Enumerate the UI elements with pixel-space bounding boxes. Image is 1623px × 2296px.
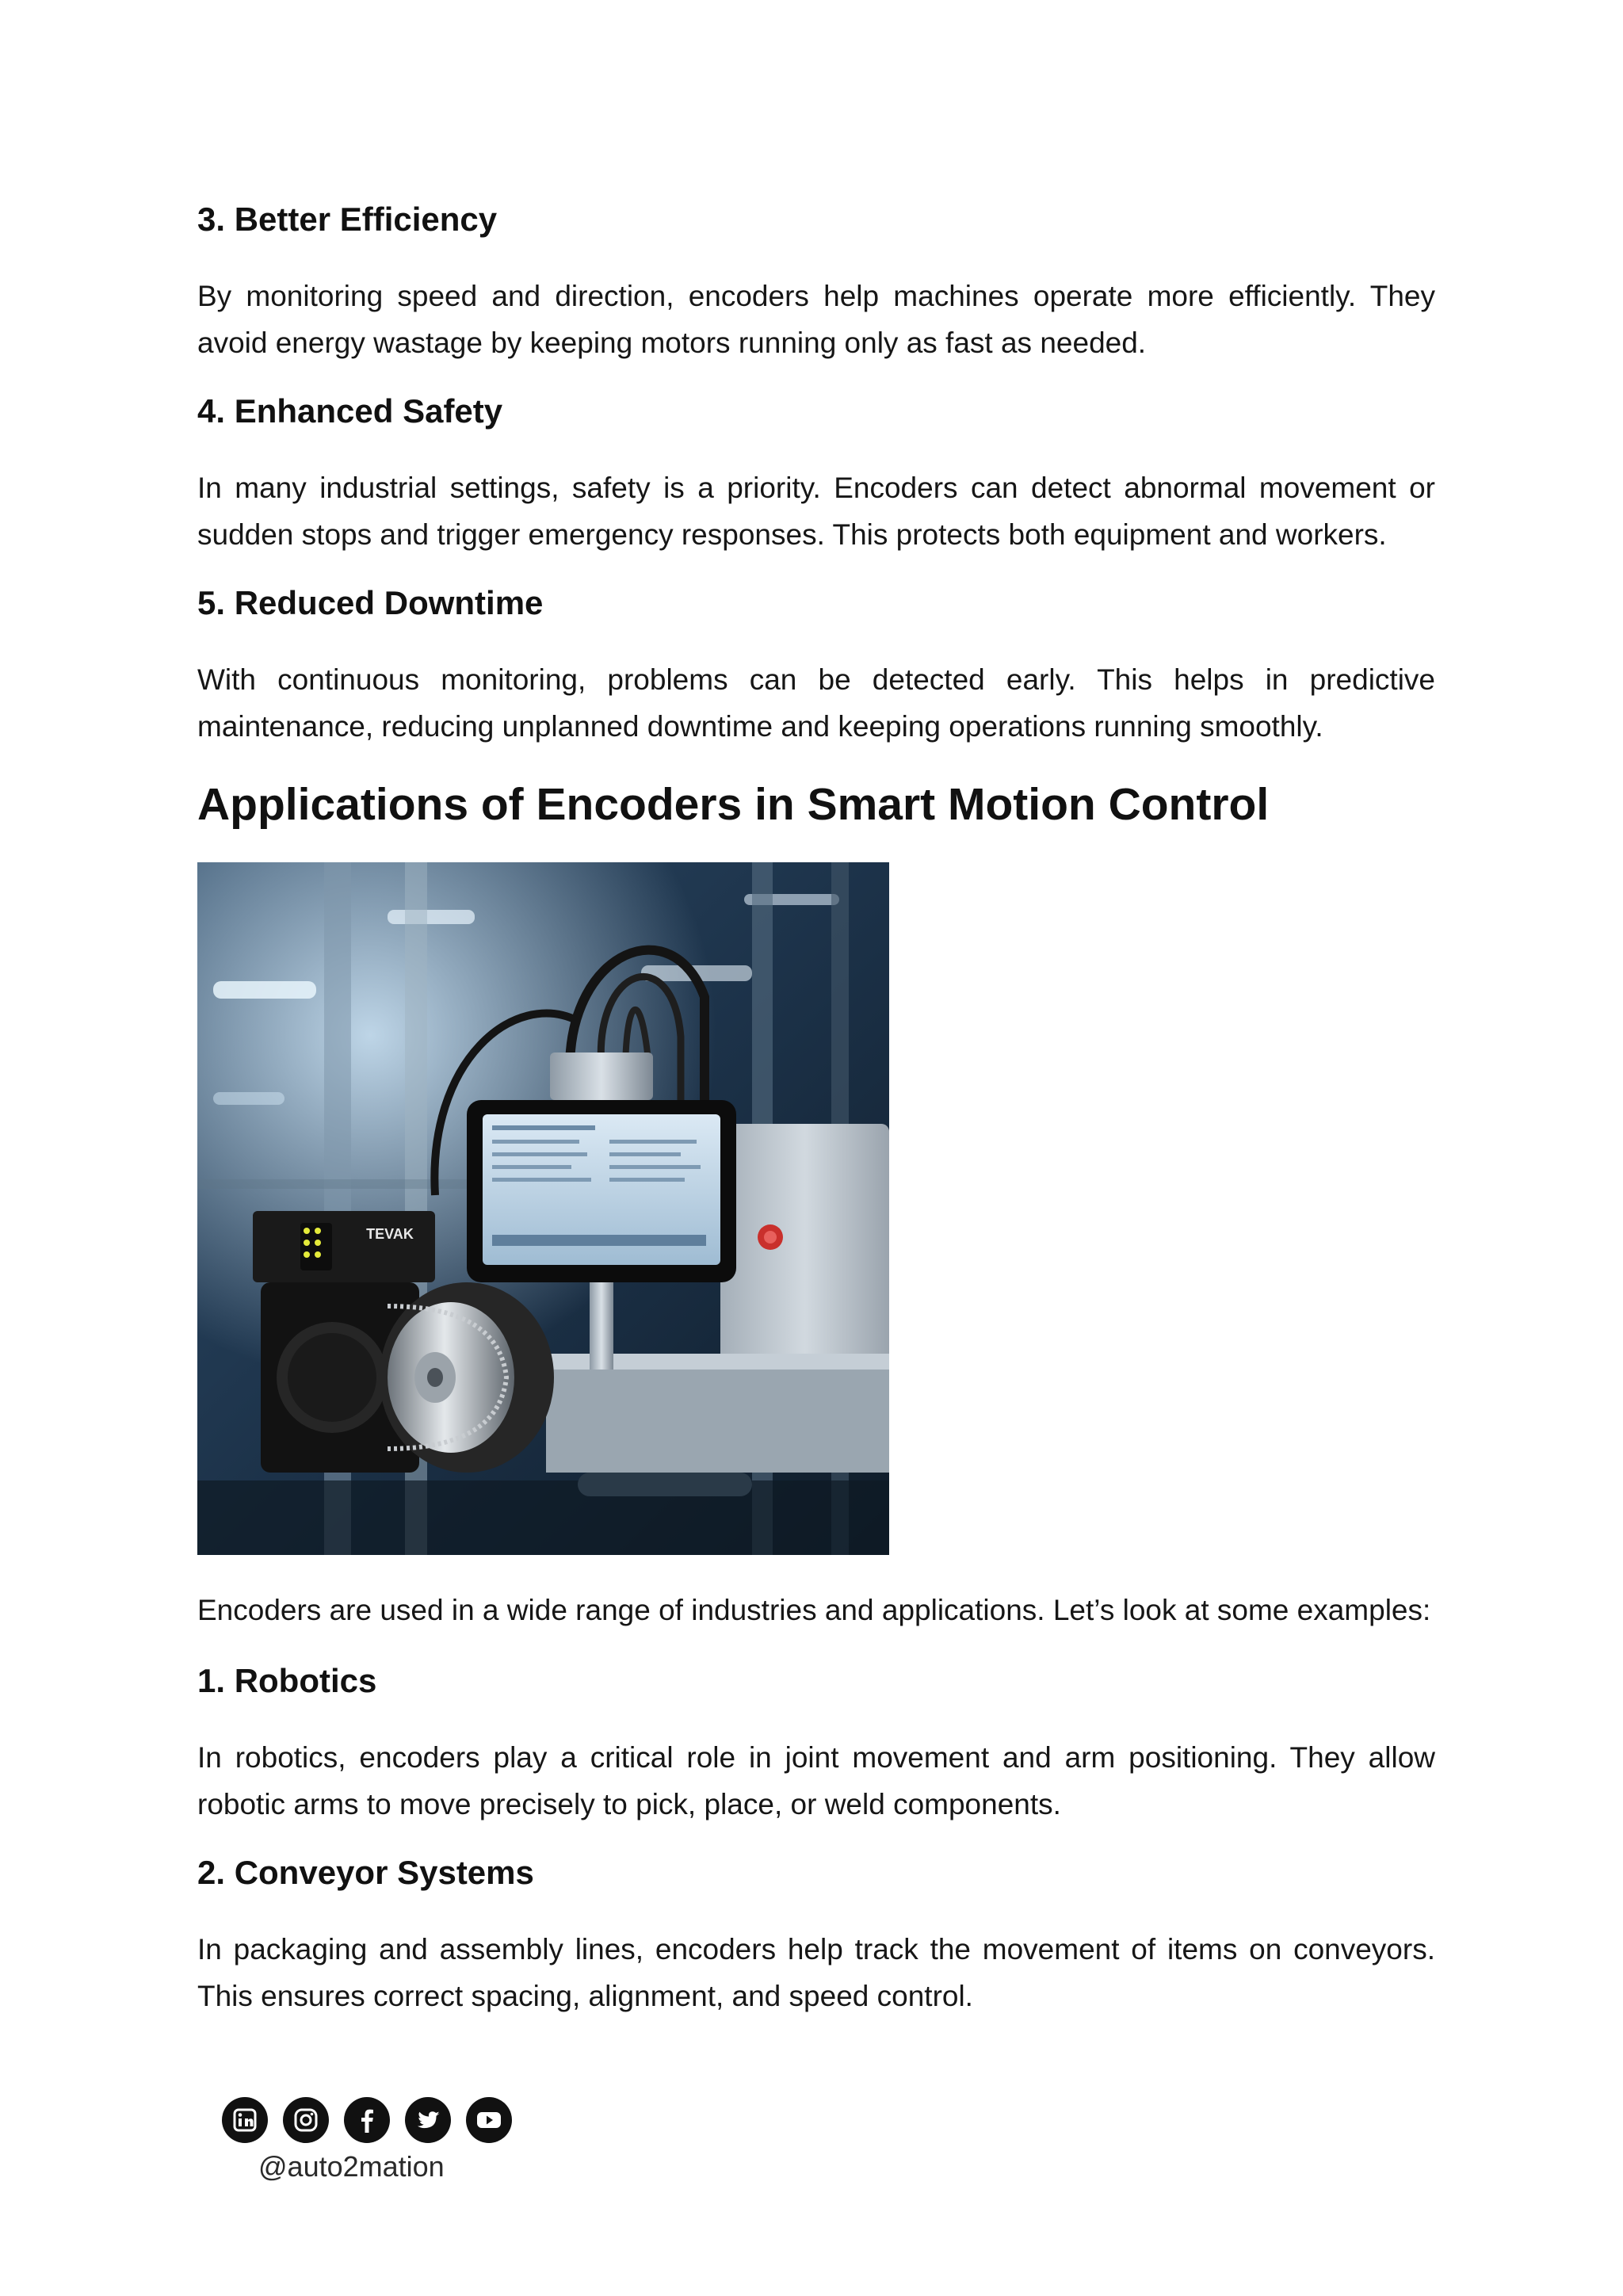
application-body-container — [197, 1926, 1435, 2019]
industrial-encoder-photo — [197, 862, 889, 1555]
instagram-icon[interactable] — [283, 2097, 329, 2143]
section-heading: 5. Reduced Downtime — [197, 584, 544, 621]
application-body-container — [197, 1734, 1435, 1828]
section-body-container — [197, 656, 1435, 750]
social-icons-row — [222, 2097, 539, 2146]
section-body-container — [197, 273, 1435, 366]
facebook-icon[interactable] — [344, 2097, 390, 2143]
application-heading: 2. Conveyor Systems — [197, 1854, 534, 1891]
applications-title: Applications of Encoders in Smart Motion Control — [197, 779, 1270, 830]
application-heading: 1. Robotics — [197, 1662, 377, 1699]
section-enhanced-safety — [197, 392, 1435, 431]
applications-intro: Encoders are used in a wide range of industries and applications. Let’s look at some examples: — [197, 1594, 1431, 1626]
social-footer — [222, 2097, 539, 2184]
section-body-container — [197, 464, 1435, 558]
applications-title-container — [197, 778, 1435, 831]
section-heading: 3. Better Efficiency — [197, 201, 498, 238]
section-heading: 4. Enhanced Safety — [197, 392, 503, 430]
application-robotics — [197, 1661, 1435, 1701]
social-handle: @auto2mation — [258, 2150, 445, 2183]
applications-intro-container — [197, 1587, 1449, 1633]
section-body: By monitoring speed and direction, encoders help machines operate more efficiently. They avoid energy wastage by keeping motors running only as fast as needed. — [197, 280, 1435, 359]
application-body: In packaging and assembly lines, encoders help track the movement of items on conveyors. This ensures correct spacing, alignment, and speed control. — [197, 1933, 1435, 2012]
section-body: In many industrial settings, safety is a priority. Encoders can detect abnormal movement or sudden stops and trigger emergency responses. This protects both equipment and workers. — [197, 472, 1435, 551]
section-body: With continuous monitoring, problems can be detected early. This helps in predictive maintenance, reducing unplanned downtime and keeping operations running smoothly. — [197, 663, 1435, 743]
linkedin-icon[interactable] — [222, 2097, 268, 2143]
section-better-efficiency — [197, 200, 1435, 239]
section-reduced-downtime — [197, 583, 1435, 623]
application-body: In robotics, encoders play a critical role in joint movement and arm positioning. They allow robotic arms to move precisely to pick, place, or weld components. — [197, 1741, 1435, 1820]
youtube-icon[interactable] — [466, 2097, 512, 2143]
twitter-icon[interactable] — [405, 2097, 451, 2143]
application-conveyor-systems — [197, 1853, 1435, 1893]
device-brand-label: TEVAK — [366, 1226, 414, 1242]
